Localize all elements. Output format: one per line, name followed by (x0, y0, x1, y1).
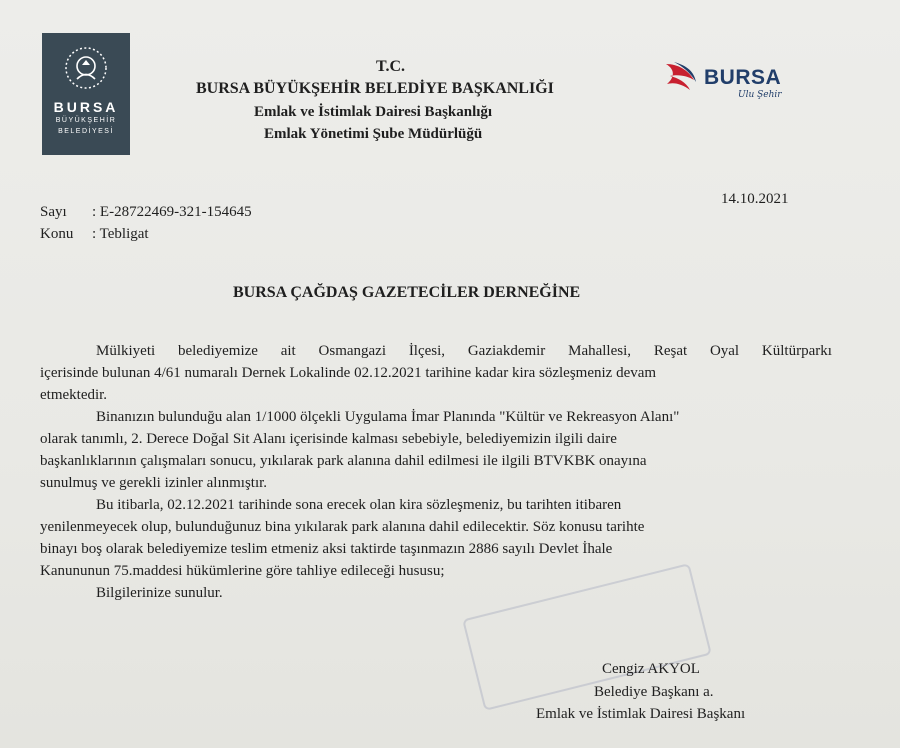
bursa-emblem-icon (63, 45, 109, 91)
body-line: sunulmuş ve gerekli izinler alınmıştır. (40, 475, 268, 491)
konu-row (40, 226, 149, 243)
body-line: içerisinde bulunan 4/61 numaralı Dernek Lokalinde 02.12.2021 tarihine kadar kira sözleşmeniz devam (40, 365, 657, 381)
body-word: Mahallesi, (568, 343, 632, 359)
bursa-brand-logo (664, 58, 814, 108)
signatory-name: Cengiz AKYOL (602, 661, 700, 677)
brand-script: Ulu Şehir (738, 90, 782, 100)
body-word: belediyemize (177, 343, 258, 359)
addressee: BURSA ÇAĞDAŞ GAZETECİLER DERNEĞİNE (233, 284, 581, 301)
body-line: etmektedir. (40, 387, 108, 403)
body-word: Reşat (653, 343, 688, 359)
header-branch: Emlak Yönetimi Şube Müdürlüğü (264, 126, 483, 142)
body-word: Kültürparkı (761, 343, 832, 359)
sayi-row (40, 204, 252, 221)
body-line: Binanızın bulunduğu alan 1/1000 ölçekli Uygulama İmar Planında "Kültür ve Rekreasyon Alanı" (96, 409, 680, 425)
closing-line: Bilgilerinize sunulur. (96, 585, 223, 601)
body-word: Osmangazi (318, 343, 387, 359)
header-institution: BURSA BÜYÜKŞEHİR BELEDİYE BAŞKANLIĞI (196, 80, 554, 97)
body-word: ait (280, 343, 296, 359)
signatory-department: Emlak ve İstimlak Dairesi Başkanı (536, 706, 746, 722)
body-line: olarak tanımlı, 2. Derece Doğal Sit Alanı içerisinde kalması sebebiyle, belediyemizin ilgili daire (40, 431, 617, 447)
sayi-label: Sayı (40, 204, 67, 220)
brand-word: BURSA (704, 66, 782, 89)
konu-value: : Tebligat (92, 226, 149, 242)
konu-label: Konu (40, 226, 74, 242)
body-line: Bu itibarla, 02.12.2021 tarihinde sona erecek olan kira sözleşmeniz, bu tarihten itibaren (96, 497, 622, 513)
municipality-logo (42, 33, 130, 155)
body-line: başkanlıklarının çalışmaları sonucu, yıkılarak park alanına dahil edilmesi ile ilgili BTVKBK onayına (40, 453, 647, 469)
body-line: yenilenmeyecek olup, bulunduğunuz bina yıkılarak park alanına dahil edilecektir. Söz konusu tarihte (40, 519, 645, 535)
body-word: Oyal (709, 343, 740, 359)
signatory-title: Belediye Başkanı a. (594, 684, 714, 700)
body-line: binayı boş olarak belediyemize teslim etmeniz aksi taktirde taşınmazın 2886 sayılı Devlet İhale (40, 541, 613, 557)
header-tc: T.C. (376, 58, 406, 75)
header-department: Emlak ve İstimlak Dairesi Başkanlığı (254, 104, 493, 120)
body-line: Kanununun 75.maddesi hükümlerine göre tahliye edileceği hususu; (40, 563, 445, 579)
logo-name: BURSA (53, 99, 119, 115)
body-line (96, 343, 832, 360)
logo-sub-1: BÜYÜKŞEHİR (55, 117, 117, 124)
logo-sub-2: BELEDİYESİ (58, 128, 114, 135)
body-word: Mülkiyeti (96, 343, 156, 359)
body-word: Gaziakdemir (467, 343, 546, 359)
body-word: İlçesi, (408, 343, 446, 359)
sayi-value: : E-28722469-321-154645 (92, 204, 252, 220)
letter-date: 14.10.2021 (721, 191, 789, 207)
